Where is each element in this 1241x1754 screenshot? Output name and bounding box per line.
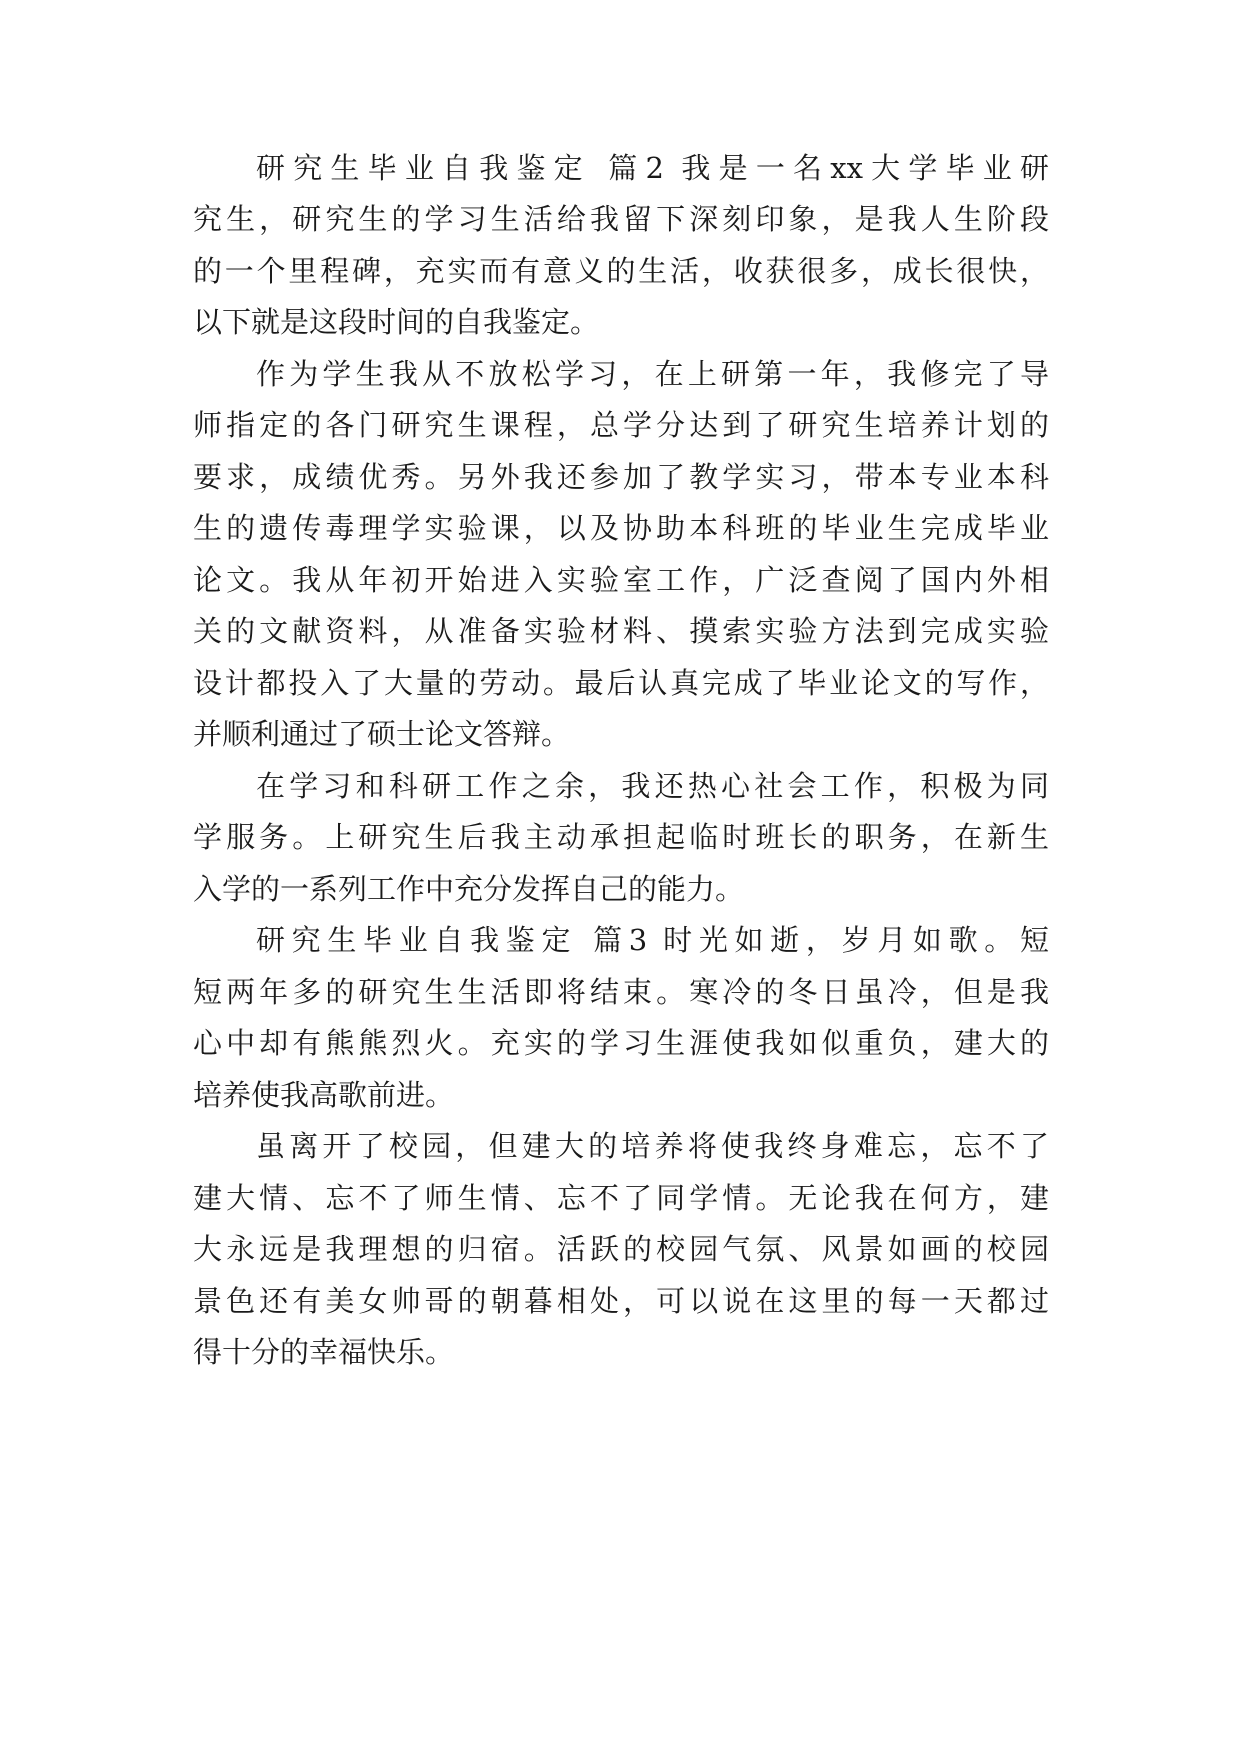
text-line: 学服务。上研究生后我主动承担起临时班长的职务，在新生 xyxy=(193,820,1049,854)
text-line: 关的文献资料，从准备实验材料、摸索实验方法到完成实验 xyxy=(193,614,1049,648)
text-line: 究生，研究生的学习生活给我留下深刻印象，是我人生阶段 xyxy=(193,202,1049,236)
text-line: 的一个里程碑，充实而有意义的生活，收获很多，成长很快， xyxy=(193,254,1049,288)
text-line: 并顺利通过了硕士论文答辩。 xyxy=(193,717,571,751)
text-line: 论文。我从年初开始进入实验室工作，广泛查阅了国内外相 xyxy=(193,563,1049,597)
text-line: 短两年多的研究生生活即将结束。寒冷的冬日虽冷，但是我 xyxy=(193,975,1049,1009)
text-line: 研究生毕业自我鉴定 篇2 我是一名xx大学毕业研 xyxy=(256,151,1049,185)
text-line: 要求，成绩优秀。另外我还参加了教学实习，带本专业本科 xyxy=(193,460,1049,494)
text-line: 得十分的幸福快乐。 xyxy=(193,1335,455,1369)
text-line: 景色还有美女帅哥的朝暮相处，可以说在这里的每一天都过 xyxy=(193,1284,1049,1318)
text-line: 设计都投入了大量的劳动。最后认真完成了毕业论文的写作， xyxy=(193,666,1049,700)
text-line: 大永远是我理想的归宿。活跃的校园气氛、风景如画的校园 xyxy=(193,1232,1049,1266)
text-line: 研究生毕业自我鉴定 篇3 时光如逝，岁月如歌。短 xyxy=(256,923,1049,957)
text-line: 生的遗传毒理学实验课，以及协助本科班的毕业生完成毕业 xyxy=(193,511,1049,545)
text-line: 作为学生我从不放松学习，在上研第一年，我修完了导 xyxy=(256,357,1049,391)
text-line: 培养使我高歌前进。 xyxy=(193,1078,455,1112)
text-line: 虽离开了校园，但建大的培养将使我终身难忘，忘不了 xyxy=(256,1129,1049,1163)
text-line: 建大情、忘不了师生情、忘不了同学情。无论我在何方，建 xyxy=(193,1181,1049,1215)
text-line: 以下就是这段时间的自我鉴定。 xyxy=(193,305,600,339)
text-line: 在学习和科研工作之余，我还热心社会工作，积极为同 xyxy=(256,769,1049,803)
text-line: 心中却有熊熊烈火。充实的学习生涯使我如似重负，建大的 xyxy=(193,1026,1049,1060)
text-line: 师指定的各门研究生课程，总学分达到了研究生培养计划的 xyxy=(193,408,1049,442)
text-line: 入学的一系列工作中充分发挥自己的能力。 xyxy=(193,872,745,906)
